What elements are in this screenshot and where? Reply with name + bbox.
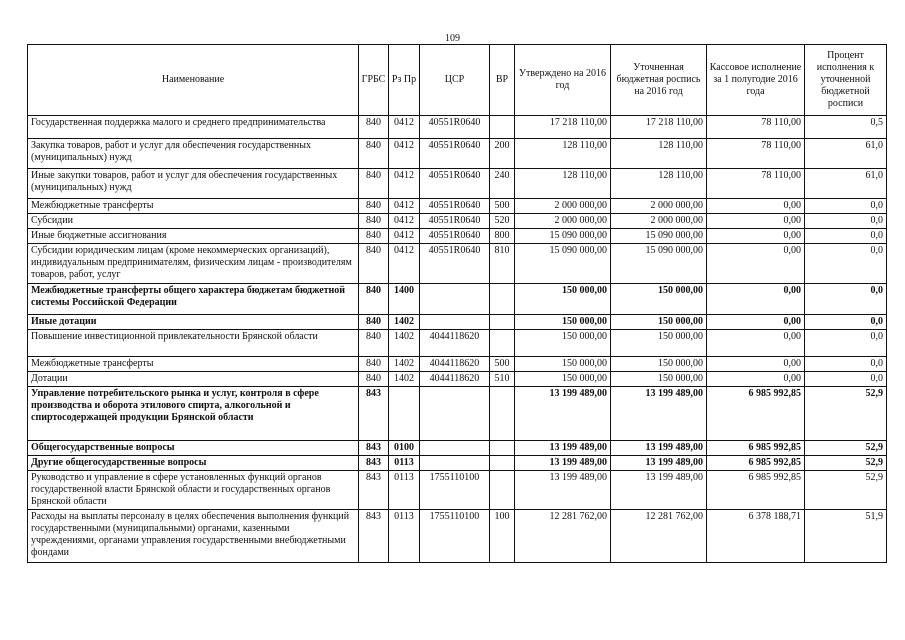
row-refined: 13 199 489,00 <box>611 471 707 510</box>
row-csr <box>420 387 490 441</box>
row-cash: 0,00 <box>707 214 805 229</box>
row-approved: 13 199 489,00 <box>515 456 611 471</box>
row-refined: 150 000,00 <box>611 357 707 372</box>
row-rz-pr: 1402 <box>389 315 420 330</box>
row-percent: 52,9 <box>805 471 887 510</box>
row-percent: 52,9 <box>805 456 887 471</box>
row-vr: 510 <box>490 372 515 387</box>
table-row <box>28 330 887 357</box>
row-cash: 0,00 <box>707 229 805 244</box>
row-name: Межбюджетные трансферты общего характера бюджетам бюджетной системы Российской Федерации <box>28 284 359 315</box>
row-refined: 150 000,00 <box>611 330 707 357</box>
row-vr <box>490 284 515 315</box>
row-vr <box>490 456 515 471</box>
row-percent: 0,0 <box>805 372 887 387</box>
row-csr: 40551R0640 <box>420 214 490 229</box>
row-percent: 51,9 <box>805 510 887 563</box>
row-refined: 128 110,00 <box>611 169 707 199</box>
row-rz-pr: 1402 <box>389 357 420 372</box>
row-approved: 128 110,00 <box>515 169 611 199</box>
row-refined: 15 090 000,00 <box>611 229 707 244</box>
row-csr: 4044118620 <box>420 357 490 372</box>
row-approved: 150 000,00 <box>515 357 611 372</box>
row-csr <box>420 315 490 330</box>
row-percent: 0,0 <box>805 284 887 315</box>
row-percent: 0,0 <box>805 244 887 284</box>
row-vr: 100 <box>490 510 515 563</box>
row-name: Управление потребительского рынка и услуг, контроля в сфере производства и оборота этилового спирта, алкогольной и спиртосодержащей продукции Брянской области <box>28 387 359 441</box>
row-cash: 0,00 <box>707 372 805 387</box>
row-rz-pr: 0412 <box>389 229 420 244</box>
row-refined: 13 199 489,00 <box>611 441 707 456</box>
row-refined: 13 199 489,00 <box>611 387 707 441</box>
row-refined: 128 110,00 <box>611 139 707 169</box>
row-approved: 13 199 489,00 <box>515 471 611 510</box>
table-row <box>28 199 887 214</box>
row-rz-pr: 0412 <box>389 214 420 229</box>
row-rz-pr: 0113 <box>389 456 420 471</box>
row-vr: 520 <box>490 214 515 229</box>
header-name: Наименование <box>28 45 359 116</box>
row-percent: 0,0 <box>805 315 887 330</box>
row-approved: 15 090 000,00 <box>515 244 611 284</box>
row-rz-pr: 0412 <box>389 116 420 139</box>
row-rz-pr: 0113 <box>389 510 420 563</box>
row-rz-pr: 0113 <box>389 471 420 510</box>
row-percent: 52,9 <box>805 387 887 441</box>
row-rz-pr: 1400 <box>389 284 420 315</box>
header-cash: Кассовое исполнение за 1 полугодие 2016 года <box>707 45 805 116</box>
row-cash: 0,00 <box>707 284 805 315</box>
row-grbs: 843 <box>359 510 389 563</box>
header-approved: Утверждено на 2016 год <box>515 45 611 116</box>
row-approved: 17 218 110,00 <box>515 116 611 139</box>
row-cash: 6 378 188,71 <box>707 510 805 563</box>
row-vr: 800 <box>490 229 515 244</box>
row-rz-pr: 1402 <box>389 330 420 357</box>
row-csr: 40551R0640 <box>420 229 490 244</box>
row-refined: 150 000,00 <box>611 284 707 315</box>
row-name: Субсидии юридическим лицам (кроме некоммерческих организаций), индивидуальным предпринимателям, физическим лицам - производителям товаров, работ, услуг <box>28 244 359 284</box>
table-row <box>28 357 887 372</box>
row-cash: 0,00 <box>707 357 805 372</box>
table-row <box>28 510 887 563</box>
row-vr: 200 <box>490 139 515 169</box>
table-header-row <box>28 45 887 116</box>
row-cash: 0,00 <box>707 315 805 330</box>
row-name: Иные дотации <box>28 315 359 330</box>
row-rz-pr: 0412 <box>389 199 420 214</box>
table-row <box>28 315 887 330</box>
row-approved: 12 281 762,00 <box>515 510 611 563</box>
row-grbs: 840 <box>359 284 389 315</box>
table-row <box>28 284 887 315</box>
row-name: Расходы на выплаты персоналу в целях обеспечения выполнения функций государственными (муниципальными) органами, казенными учреждениями, органами управления государственными внебюджетными фондами <box>28 510 359 563</box>
row-approved: 2 000 000,00 <box>515 214 611 229</box>
row-cash: 6 985 992,85 <box>707 387 805 441</box>
row-csr: 4044118620 <box>420 372 490 387</box>
row-name: Дотации <box>28 372 359 387</box>
row-grbs: 840 <box>359 372 389 387</box>
row-cash: 0,00 <box>707 199 805 214</box>
row-name: Иные бюджетные ассигнования <box>28 229 359 244</box>
row-approved: 128 110,00 <box>515 139 611 169</box>
row-vr <box>490 315 515 330</box>
row-grbs: 840 <box>359 214 389 229</box>
row-name: Руководство и управление в сфере установленных функций органов государственной власти Брянской области и государственных органов Брянской области <box>28 471 359 510</box>
budget-execution-table <box>27 44 887 563</box>
row-refined: 17 218 110,00 <box>611 116 707 139</box>
row-percent: 0,0 <box>805 229 887 244</box>
page-number: 109 <box>445 33 460 44</box>
row-cash: 0,00 <box>707 330 805 357</box>
row-name: Другие общегосударственные вопросы <box>28 456 359 471</box>
row-vr: 500 <box>490 357 515 372</box>
row-grbs: 840 <box>359 315 389 330</box>
row-grbs: 843 <box>359 471 389 510</box>
row-refined: 2 000 000,00 <box>611 214 707 229</box>
row-csr: 40551R0640 <box>420 169 490 199</box>
row-csr <box>420 441 490 456</box>
row-cash: 78 110,00 <box>707 169 805 199</box>
header-vr: ВР <box>490 45 515 116</box>
row-refined: 150 000,00 <box>611 315 707 330</box>
row-cash: 6 985 992,85 <box>707 456 805 471</box>
row-grbs: 840 <box>359 229 389 244</box>
row-grbs: 843 <box>359 441 389 456</box>
row-rz-pr: 0412 <box>389 244 420 284</box>
row-approved: 13 199 489,00 <box>515 441 611 456</box>
table-row <box>28 471 887 510</box>
row-approved: 150 000,00 <box>515 284 611 315</box>
row-csr: 1755110100 <box>420 510 490 563</box>
header-grbs: ГРБС <box>359 45 389 116</box>
row-percent: 0,0 <box>805 199 887 214</box>
row-grbs: 840 <box>359 330 389 357</box>
table-row <box>28 456 887 471</box>
row-grbs: 840 <box>359 116 389 139</box>
row-vr <box>490 116 515 139</box>
row-grbs: 840 <box>359 357 389 372</box>
row-vr <box>490 441 515 456</box>
row-csr <box>420 456 490 471</box>
row-refined: 2 000 000,00 <box>611 199 707 214</box>
row-percent: 0,0 <box>805 357 887 372</box>
row-grbs: 840 <box>359 169 389 199</box>
row-percent: 52,9 <box>805 441 887 456</box>
row-name: Повышение инвестиционной привлекательности Брянской области <box>28 330 359 357</box>
row-vr <box>490 330 515 357</box>
header-csr: ЦСР <box>420 45 490 116</box>
row-rz-pr: 0100 <box>389 441 420 456</box>
row-cash: 6 985 992,85 <box>707 441 805 456</box>
row-approved: 2 000 000,00 <box>515 199 611 214</box>
row-percent: 61,0 <box>805 169 887 199</box>
table-row <box>28 214 887 229</box>
table-row <box>28 116 887 139</box>
table-row <box>28 387 887 441</box>
row-csr <box>420 284 490 315</box>
row-grbs: 843 <box>359 387 389 441</box>
row-grbs: 840 <box>359 139 389 169</box>
table-row <box>28 229 887 244</box>
header-refined: Уточненная бюджетная роспись на 2016 год <box>611 45 707 116</box>
row-csr: 1755110100 <box>420 471 490 510</box>
row-name: Закупка товаров, работ и услуг для обеспечения государственных (муниципальных) нужд <box>28 139 359 169</box>
row-rz-pr: 0412 <box>389 139 420 169</box>
table-row <box>28 244 887 284</box>
row-name: Иные закупки товаров, работ и услуг для обеспечения государственных (муниципальных) нужд <box>28 169 359 199</box>
row-approved: 150 000,00 <box>515 330 611 357</box>
table-row <box>28 139 887 169</box>
header-rz-pr: Рз Пр <box>389 45 420 116</box>
row-vr: 500 <box>490 199 515 214</box>
row-vr <box>490 471 515 510</box>
row-refined: 150 000,00 <box>611 372 707 387</box>
row-name: Государственная поддержка малого и среднего предпринимательства <box>28 116 359 139</box>
table-row <box>28 372 887 387</box>
row-approved: 150 000,00 <box>515 315 611 330</box>
row-csr: 4044118620 <box>420 330 490 357</box>
row-name: Межбюджетные трансферты <box>28 357 359 372</box>
table-row <box>28 169 887 199</box>
row-approved: 15 090 000,00 <box>515 229 611 244</box>
row-percent: 0,0 <box>805 214 887 229</box>
row-percent: 0,5 <box>805 116 887 139</box>
header-percent: Процент исполнения к уточненной бюджетной росписи <box>805 45 887 116</box>
row-percent: 0,0 <box>805 330 887 357</box>
row-vr <box>490 387 515 441</box>
row-csr: 40551R0640 <box>420 244 490 284</box>
row-csr: 40551R0640 <box>420 199 490 214</box>
row-grbs: 840 <box>359 244 389 284</box>
row-refined: 12 281 762,00 <box>611 510 707 563</box>
row-vr: 810 <box>490 244 515 284</box>
row-approved: 13 199 489,00 <box>515 387 611 441</box>
row-grbs: 843 <box>359 456 389 471</box>
row-csr: 40551R0640 <box>420 139 490 169</box>
row-vr: 240 <box>490 169 515 199</box>
row-refined: 15 090 000,00 <box>611 244 707 284</box>
row-cash: 6 985 992,85 <box>707 471 805 510</box>
row-rz-pr: 1402 <box>389 372 420 387</box>
row-refined: 13 199 489,00 <box>611 456 707 471</box>
row-rz-pr: 0412 <box>389 169 420 199</box>
row-cash: 0,00 <box>707 244 805 284</box>
row-approved: 150 000,00 <box>515 372 611 387</box>
row-cash: 78 110,00 <box>707 139 805 169</box>
row-percent: 61,0 <box>805 139 887 169</box>
row-cash: 78 110,00 <box>707 116 805 139</box>
row-name: Субсидии <box>28 214 359 229</box>
row-grbs: 840 <box>359 199 389 214</box>
row-csr: 40551R0640 <box>420 116 490 139</box>
row-rz-pr <box>389 387 420 441</box>
row-name: Общегосударственные вопросы <box>28 441 359 456</box>
row-name: Межбюджетные трансферты <box>28 199 359 214</box>
table-row <box>28 441 887 456</box>
